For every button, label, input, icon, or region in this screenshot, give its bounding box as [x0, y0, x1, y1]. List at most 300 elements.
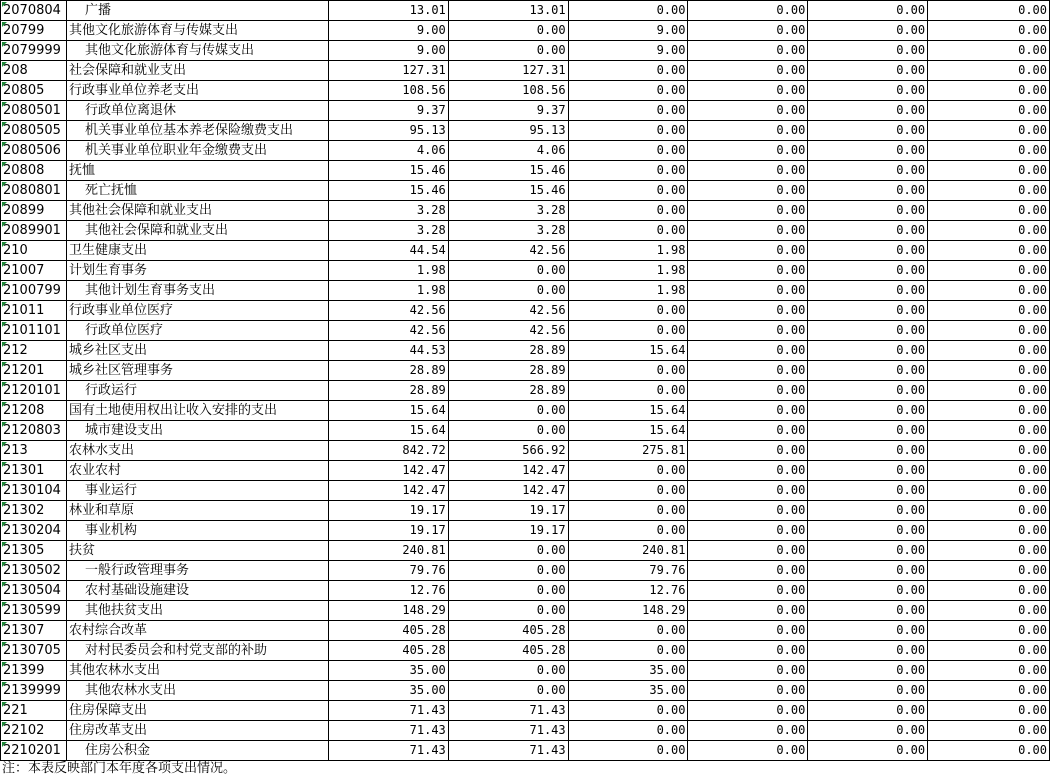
amount-cell[interactable]: 0.00	[688, 321, 808, 341]
subject-name-cell[interactable]: 其他文化旅游体育与传媒支出	[66, 41, 328, 61]
amount-cell[interactable]: 0.00	[688, 601, 808, 621]
amount-cell[interactable]: 0.00	[808, 121, 928, 141]
subject-name-cell[interactable]: 对村民委员会和村党支部的补助	[66, 641, 328, 661]
amount-cell[interactable]: 0.00	[808, 601, 928, 621]
subject-code-cell[interactable]: 2070804	[1, 1, 67, 21]
subject-code-cell[interactable]: 2089901	[1, 221, 67, 241]
amount-cell[interactable]: 35.00	[568, 661, 688, 681]
amount-cell[interactable]: 15.46	[448, 181, 568, 201]
subject-code-cell[interactable]: 20799	[1, 21, 67, 41]
amount-cell[interactable]: 71.43	[448, 701, 568, 721]
amount-cell[interactable]: 15.64	[568, 421, 688, 441]
amount-cell[interactable]: 0.00	[448, 581, 568, 601]
subject-code-cell[interactable]: 22102	[1, 721, 67, 741]
subject-name-cell[interactable]: 城市建设支出	[66, 421, 328, 441]
amount-cell[interactable]: 0.00	[568, 721, 688, 741]
subject-name-cell[interactable]: 抚恤	[66, 161, 328, 181]
amount-cell[interactable]: 0.00	[928, 321, 1050, 341]
amount-cell[interactable]: 0.00	[568, 221, 688, 241]
subject-name-cell[interactable]: 行政单位离退休	[66, 101, 328, 121]
amount-cell[interactable]: 405.28	[328, 621, 448, 641]
amount-cell[interactable]: 0.00	[688, 641, 808, 661]
amount-cell[interactable]: 15.64	[328, 421, 448, 441]
amount-cell[interactable]: 0.00	[448, 681, 568, 701]
subject-name-cell[interactable]: 农村综合改革	[66, 621, 328, 641]
subject-name-cell[interactable]: 其他社会保障和就业支出	[66, 201, 328, 221]
subject-name-cell[interactable]: 社会保障和就业支出	[66, 61, 328, 81]
amount-cell[interactable]: 0.00	[928, 561, 1050, 581]
amount-cell[interactable]: 0.00	[928, 601, 1050, 621]
amount-cell[interactable]: 1.98	[328, 261, 448, 281]
amount-cell[interactable]: 0.00	[688, 361, 808, 381]
amount-cell[interactable]: 0.00	[928, 741, 1050, 761]
amount-cell[interactable]: 142.47	[328, 461, 448, 481]
amount-cell[interactable]: 0.00	[808, 461, 928, 481]
subject-code-cell[interactable]: 2101101	[1, 321, 67, 341]
subject-code-cell[interactable]: 2080501	[1, 101, 67, 121]
subject-code-cell[interactable]: 21011	[1, 301, 67, 321]
amount-cell[interactable]: 9.37	[328, 101, 448, 121]
amount-cell[interactable]: 0.00	[688, 101, 808, 121]
amount-cell[interactable]: 0.00	[928, 261, 1050, 281]
subject-code-cell[interactable]: 20808	[1, 161, 67, 181]
subject-name-cell[interactable]: 城乡社区管理事务	[66, 361, 328, 381]
amount-cell[interactable]: 13.01	[328, 1, 448, 21]
amount-cell[interactable]: 0.00	[688, 521, 808, 541]
amount-cell[interactable]: 0.00	[808, 81, 928, 101]
amount-cell[interactable]: 142.47	[448, 461, 568, 481]
amount-cell[interactable]: 9.00	[328, 21, 448, 41]
amount-cell[interactable]: 240.81	[568, 541, 688, 561]
amount-cell[interactable]: 71.43	[448, 741, 568, 761]
subject-code-cell[interactable]: 20899	[1, 201, 67, 221]
subject-name-cell[interactable]: 其他计划生育事务支出	[66, 281, 328, 301]
amount-cell[interactable]: 0.00	[688, 281, 808, 301]
amount-cell[interactable]: 405.28	[448, 641, 568, 661]
amount-cell[interactable]: 148.29	[328, 601, 448, 621]
amount-cell[interactable]: 42.56	[448, 301, 568, 321]
amount-cell[interactable]: 0.00	[688, 81, 808, 101]
amount-cell[interactable]: 0.00	[928, 241, 1050, 261]
subject-name-cell[interactable]: 机关事业单位基本养老保险缴费支出	[66, 121, 328, 141]
amount-cell[interactable]: 0.00	[928, 621, 1050, 641]
amount-cell[interactable]: 127.31	[328, 61, 448, 81]
amount-cell[interactable]: 28.89	[328, 381, 448, 401]
amount-cell[interactable]: 0.00	[688, 581, 808, 601]
amount-cell[interactable]: 0.00	[448, 561, 568, 581]
amount-cell[interactable]: 42.56	[448, 241, 568, 261]
amount-cell[interactable]: 28.89	[448, 361, 568, 381]
amount-cell[interactable]: 1.98	[568, 261, 688, 281]
amount-cell[interactable]: 44.54	[328, 241, 448, 261]
amount-cell[interactable]: 0.00	[568, 201, 688, 221]
amount-cell[interactable]: 0.00	[808, 641, 928, 661]
amount-cell[interactable]: 4.06	[328, 141, 448, 161]
amount-cell[interactable]: 0.00	[568, 81, 688, 101]
subject-name-cell[interactable]: 农业农村	[66, 461, 328, 481]
amount-cell[interactable]: 0.00	[568, 141, 688, 161]
amount-cell[interactable]: 0.00	[448, 601, 568, 621]
subject-code-cell[interactable]: 2079999	[1, 41, 67, 61]
amount-cell[interactable]: 71.43	[328, 721, 448, 741]
amount-cell[interactable]: 0.00	[928, 181, 1050, 201]
amount-cell[interactable]: 0.00	[928, 341, 1050, 361]
amount-cell[interactable]: 0.00	[688, 301, 808, 321]
amount-cell[interactable]: 0.00	[928, 581, 1050, 601]
subject-code-cell[interactable]: 21399	[1, 661, 67, 681]
subject-code-cell[interactable]: 21201	[1, 361, 67, 381]
amount-cell[interactable]: 0.00	[808, 481, 928, 501]
amount-cell[interactable]: 0.00	[448, 661, 568, 681]
amount-cell[interactable]: 0.00	[448, 401, 568, 421]
amount-cell[interactable]: 9.00	[328, 41, 448, 61]
amount-cell[interactable]: 0.00	[808, 101, 928, 121]
amount-cell[interactable]: 28.89	[448, 341, 568, 361]
amount-cell[interactable]: 0.00	[928, 201, 1050, 221]
amount-cell[interactable]: 12.76	[568, 581, 688, 601]
subject-name-cell[interactable]: 国有土地使用权出让收入安排的支出	[66, 401, 328, 421]
amount-cell[interactable]: 0.00	[928, 521, 1050, 541]
amount-cell[interactable]: 0.00	[808, 741, 928, 761]
amount-cell[interactable]: 0.00	[448, 421, 568, 441]
amount-cell[interactable]: 0.00	[568, 121, 688, 141]
subject-code-cell[interactable]: 2130502	[1, 561, 67, 581]
subject-name-cell[interactable]: 行政事业单位医疗	[66, 301, 328, 321]
amount-cell[interactable]: 15.64	[328, 401, 448, 421]
amount-cell[interactable]: 0.00	[688, 21, 808, 41]
amount-cell[interactable]: 275.81	[568, 441, 688, 461]
amount-cell[interactable]: 0.00	[808, 561, 928, 581]
amount-cell[interactable]: 0.00	[928, 401, 1050, 421]
amount-cell[interactable]: 0.00	[808, 261, 928, 281]
amount-cell[interactable]: 0.00	[808, 181, 928, 201]
amount-cell[interactable]: 0.00	[808, 61, 928, 81]
amount-cell[interactable]: 0.00	[448, 41, 568, 61]
subject-name-cell[interactable]: 其他社会保障和就业支出	[66, 221, 328, 241]
amount-cell[interactable]: 0.00	[688, 621, 808, 641]
amount-cell[interactable]: 0.00	[688, 201, 808, 221]
amount-cell[interactable]: 142.47	[448, 481, 568, 501]
amount-cell[interactable]: 79.76	[568, 561, 688, 581]
subject-name-cell[interactable]: 扶贫	[66, 541, 328, 561]
subject-code-cell[interactable]: 2100799	[1, 281, 67, 301]
amount-cell[interactable]: 0.00	[808, 701, 928, 721]
amount-cell[interactable]: 0.00	[688, 541, 808, 561]
amount-cell[interactable]: 0.00	[688, 381, 808, 401]
subject-name-cell[interactable]: 行政单位医疗	[66, 321, 328, 341]
amount-cell[interactable]: 0.00	[448, 261, 568, 281]
subject-code-cell[interactable]: 2120803	[1, 421, 67, 441]
amount-cell[interactable]: 0.00	[568, 741, 688, 761]
amount-cell[interactable]: 15.64	[568, 341, 688, 361]
amount-cell[interactable]: 0.00	[688, 721, 808, 741]
amount-cell[interactable]: 0.00	[928, 121, 1050, 141]
amount-cell[interactable]: 240.81	[328, 541, 448, 561]
amount-cell[interactable]: 0.00	[808, 721, 928, 741]
amount-cell[interactable]: 0.00	[928, 721, 1050, 741]
amount-cell[interactable]: 0.00	[808, 501, 928, 521]
amount-cell[interactable]: 0.00	[448, 21, 568, 41]
amount-cell[interactable]: 0.00	[928, 661, 1050, 681]
subject-name-cell[interactable]: 其他扶贫支出	[66, 601, 328, 621]
subject-code-cell[interactable]: 21301	[1, 461, 67, 481]
amount-cell[interactable]: 79.76	[328, 561, 448, 581]
subject-name-cell[interactable]: 农林水支出	[66, 441, 328, 461]
subject-name-cell[interactable]: 住房改革支出	[66, 721, 328, 741]
amount-cell[interactable]: 0.00	[568, 1, 688, 21]
amount-cell[interactable]: 0.00	[688, 661, 808, 681]
amount-cell[interactable]: 405.28	[448, 621, 568, 641]
amount-cell[interactable]: 0.00	[688, 1, 808, 21]
amount-cell[interactable]: 1.98	[568, 281, 688, 301]
amount-cell[interactable]: 0.00	[928, 301, 1050, 321]
amount-cell[interactable]: 0.00	[568, 701, 688, 721]
amount-cell[interactable]: 9.00	[568, 41, 688, 61]
subject-code-cell[interactable]: 2130705	[1, 641, 67, 661]
amount-cell[interactable]: 3.28	[448, 201, 568, 221]
amount-cell[interactable]: 0.00	[568, 361, 688, 381]
amount-cell[interactable]: 0.00	[688, 241, 808, 261]
subject-code-cell[interactable]: 21007	[1, 261, 67, 281]
amount-cell[interactable]: 0.00	[688, 461, 808, 481]
amount-cell[interactable]: 0.00	[808, 41, 928, 61]
amount-cell[interactable]: 0.00	[928, 361, 1050, 381]
subject-name-cell[interactable]: 卫生健康支出	[66, 241, 328, 261]
amount-cell[interactable]: 0.00	[928, 481, 1050, 501]
amount-cell[interactable]: 42.56	[328, 321, 448, 341]
amount-cell[interactable]: 28.89	[328, 361, 448, 381]
subject-name-cell[interactable]: 其他农林水支出	[66, 661, 328, 681]
subject-name-cell[interactable]: 计划生育事务	[66, 261, 328, 281]
amount-cell[interactable]: 0.00	[808, 1, 928, 21]
amount-cell[interactable]: 0.00	[688, 41, 808, 61]
subject-code-cell[interactable]: 2080505	[1, 121, 67, 141]
subject-code-cell[interactable]: 2210201	[1, 741, 67, 761]
amount-cell[interactable]: 0.00	[688, 61, 808, 81]
amount-cell[interactable]: 0.00	[808, 661, 928, 681]
amount-cell[interactable]: 0.00	[808, 681, 928, 701]
amount-cell[interactable]: 0.00	[808, 301, 928, 321]
subject-code-cell[interactable]: 213	[1, 441, 67, 461]
amount-cell[interactable]: 19.17	[328, 521, 448, 541]
subject-code-cell[interactable]: 2130504	[1, 581, 67, 601]
amount-cell[interactable]: 0.00	[568, 301, 688, 321]
amount-cell[interactable]: 0.00	[688, 341, 808, 361]
amount-cell[interactable]: 0.00	[928, 441, 1050, 461]
amount-cell[interactable]: 0.00	[808, 621, 928, 641]
amount-cell[interactable]: 0.00	[568, 181, 688, 201]
amount-cell[interactable]: 0.00	[808, 281, 928, 301]
amount-cell[interactable]: 0.00	[928, 701, 1050, 721]
amount-cell[interactable]: 0.00	[568, 101, 688, 121]
amount-cell[interactable]: 0.00	[688, 701, 808, 721]
amount-cell[interactable]: 0.00	[568, 641, 688, 661]
amount-cell[interactable]: 95.13	[328, 121, 448, 141]
amount-cell[interactable]: 71.43	[328, 741, 448, 761]
amount-cell[interactable]: 0.00	[928, 381, 1050, 401]
amount-cell[interactable]: 0.00	[808, 421, 928, 441]
amount-cell[interactable]: 0.00	[808, 141, 928, 161]
amount-cell[interactable]: 0.00	[928, 541, 1050, 561]
amount-cell[interactable]: 42.56	[328, 301, 448, 321]
amount-cell[interactable]: 0.00	[688, 681, 808, 701]
subject-code-cell[interactable]: 2130599	[1, 601, 67, 621]
amount-cell[interactable]: 0.00	[688, 161, 808, 181]
amount-cell[interactable]: 0.00	[688, 261, 808, 281]
amount-cell[interactable]: 0.00	[928, 461, 1050, 481]
amount-cell[interactable]: 0.00	[928, 41, 1050, 61]
amount-cell[interactable]: 0.00	[808, 521, 928, 541]
amount-cell[interactable]: 0.00	[928, 81, 1050, 101]
amount-cell[interactable]: 12.76	[328, 581, 448, 601]
amount-cell[interactable]: 0.00	[688, 741, 808, 761]
amount-cell[interactable]: 3.28	[328, 221, 448, 241]
amount-cell[interactable]: 0.00	[928, 21, 1050, 41]
subject-name-cell[interactable]: 广播	[66, 1, 328, 21]
subject-name-cell[interactable]: 城乡社区支出	[66, 341, 328, 361]
subject-code-cell[interactable]: 221	[1, 701, 67, 721]
subject-name-cell[interactable]: 行政运行	[66, 381, 328, 401]
amount-cell[interactable]: 19.17	[448, 521, 568, 541]
amount-cell[interactable]: 405.28	[328, 641, 448, 661]
amount-cell[interactable]: 0.00	[688, 441, 808, 461]
amount-cell[interactable]: 0.00	[568, 461, 688, 481]
amount-cell[interactable]: 0.00	[568, 61, 688, 81]
subject-name-cell[interactable]: 林业和草原	[66, 501, 328, 521]
amount-cell[interactable]: 0.00	[928, 281, 1050, 301]
amount-cell[interactable]: 0.00	[928, 161, 1050, 181]
subject-name-cell[interactable]: 行政事业单位养老支出	[66, 81, 328, 101]
amount-cell[interactable]: 0.00	[808, 221, 928, 241]
amount-cell[interactable]: 0.00	[808, 541, 928, 561]
amount-cell[interactable]: 71.43	[328, 701, 448, 721]
subject-code-cell[interactable]: 2130104	[1, 481, 67, 501]
amount-cell[interactable]: 4.06	[448, 141, 568, 161]
amount-cell[interactable]: 3.28	[328, 201, 448, 221]
amount-cell[interactable]: 0.00	[808, 381, 928, 401]
amount-cell[interactable]: 44.53	[328, 341, 448, 361]
amount-cell[interactable]: 0.00	[928, 1, 1050, 21]
subject-code-cell[interactable]: 21302	[1, 501, 67, 521]
amount-cell[interactable]: 108.56	[448, 81, 568, 101]
amount-cell[interactable]: 19.17	[448, 501, 568, 521]
subject-name-cell[interactable]: 农村基础设施建设	[66, 581, 328, 601]
amount-cell[interactable]: 35.00	[568, 681, 688, 701]
subject-code-cell[interactable]: 21307	[1, 621, 67, 641]
amount-cell[interactable]: 3.28	[448, 221, 568, 241]
subject-code-cell[interactable]: 2139999	[1, 681, 67, 701]
amount-cell[interactable]: 0.00	[688, 141, 808, 161]
amount-cell[interactable]: 0.00	[688, 121, 808, 141]
amount-cell[interactable]: 0.00	[568, 381, 688, 401]
amount-cell[interactable]: 0.00	[928, 421, 1050, 441]
amount-cell[interactable]: 0.00	[568, 521, 688, 541]
amount-cell[interactable]: 0.00	[568, 501, 688, 521]
subject-code-cell[interactable]: 2080506	[1, 141, 67, 161]
subject-name-cell[interactable]: 事业机构	[66, 521, 328, 541]
amount-cell[interactable]: 15.46	[328, 161, 448, 181]
amount-cell[interactable]: 0.00	[688, 401, 808, 421]
subject-code-cell[interactable]: 2130204	[1, 521, 67, 541]
amount-cell[interactable]: 0.00	[688, 561, 808, 581]
amount-cell[interactable]: 95.13	[448, 121, 568, 141]
amount-cell[interactable]: 13.01	[448, 1, 568, 21]
amount-cell[interactable]: 108.56	[328, 81, 448, 101]
subject-code-cell[interactable]: 21305	[1, 541, 67, 561]
amount-cell[interactable]: 71.43	[448, 721, 568, 741]
amount-cell[interactable]: 0.00	[808, 361, 928, 381]
subject-name-cell[interactable]: 一般行政管理事务	[66, 561, 328, 581]
amount-cell[interactable]: 35.00	[328, 681, 448, 701]
amount-cell[interactable]: 0.00	[688, 221, 808, 241]
amount-cell[interactable]: 0.00	[808, 341, 928, 361]
amount-cell[interactable]: 127.31	[448, 61, 568, 81]
amount-cell[interactable]: 142.47	[328, 481, 448, 501]
subject-name-cell[interactable]: 其他农林水支出	[66, 681, 328, 701]
subject-name-cell[interactable]: 住房公积金	[66, 741, 328, 761]
amount-cell[interactable]: 15.64	[568, 401, 688, 421]
amount-cell[interactable]: 148.29	[568, 601, 688, 621]
amount-cell[interactable]: 1.98	[568, 241, 688, 261]
amount-cell[interactable]: 0.00	[568, 481, 688, 501]
amount-cell[interactable]: 0.00	[808, 321, 928, 341]
amount-cell[interactable]: 0.00	[568, 161, 688, 181]
amount-cell[interactable]: 19.17	[328, 501, 448, 521]
subject-code-cell[interactable]: 21208	[1, 401, 67, 421]
amount-cell[interactable]: 0.00	[688, 421, 808, 441]
subject-code-cell[interactable]: 208	[1, 61, 67, 81]
subject-code-cell[interactable]: 20805	[1, 81, 67, 101]
amount-cell[interactable]: 15.46	[328, 181, 448, 201]
subject-code-cell[interactable]: 2120101	[1, 381, 67, 401]
amount-cell[interactable]: 0.00	[928, 101, 1050, 121]
subject-code-cell[interactable]: 2080801	[1, 181, 67, 201]
amount-cell[interactable]: 9.37	[448, 101, 568, 121]
amount-cell[interactable]: 9.00	[568, 21, 688, 41]
amount-cell[interactable]: 0.00	[688, 481, 808, 501]
amount-cell[interactable]: 1.98	[328, 281, 448, 301]
amount-cell[interactable]: 0.00	[808, 241, 928, 261]
amount-cell[interactable]: 0.00	[928, 641, 1050, 661]
amount-cell[interactable]: 0.00	[928, 221, 1050, 241]
amount-cell[interactable]: 35.00	[328, 661, 448, 681]
amount-cell[interactable]: 0.00	[448, 281, 568, 301]
amount-cell[interactable]: 0.00	[688, 501, 808, 521]
amount-cell[interactable]: 28.89	[448, 381, 568, 401]
amount-cell[interactable]: 15.46	[448, 161, 568, 181]
subject-name-cell[interactable]: 住房保障支出	[66, 701, 328, 721]
amount-cell[interactable]: 0.00	[568, 621, 688, 641]
amount-cell[interactable]: 0.00	[808, 21, 928, 41]
amount-cell[interactable]: 0.00	[568, 321, 688, 341]
amount-cell[interactable]: 0.00	[808, 201, 928, 221]
amount-cell[interactable]: 0.00	[928, 501, 1050, 521]
amount-cell[interactable]: 0.00	[928, 681, 1050, 701]
amount-cell[interactable]: 842.72	[328, 441, 448, 461]
subject-code-cell[interactable]: 212	[1, 341, 67, 361]
amount-cell[interactable]: 0.00	[808, 401, 928, 421]
subject-code-cell[interactable]: 210	[1, 241, 67, 261]
amount-cell[interactable]: 0.00	[928, 61, 1050, 81]
subject-name-cell[interactable]: 其他文化旅游体育与传媒支出	[66, 21, 328, 41]
amount-cell[interactable]: 0.00	[808, 441, 928, 461]
subject-name-cell[interactable]: 死亡抚恤	[66, 181, 328, 201]
amount-cell[interactable]: 0.00	[808, 161, 928, 181]
amount-cell[interactable]: 0.00	[448, 541, 568, 561]
amount-cell[interactable]: 0.00	[928, 141, 1050, 161]
amount-cell[interactable]: 0.00	[808, 581, 928, 601]
subject-name-cell[interactable]: 事业运行	[66, 481, 328, 501]
